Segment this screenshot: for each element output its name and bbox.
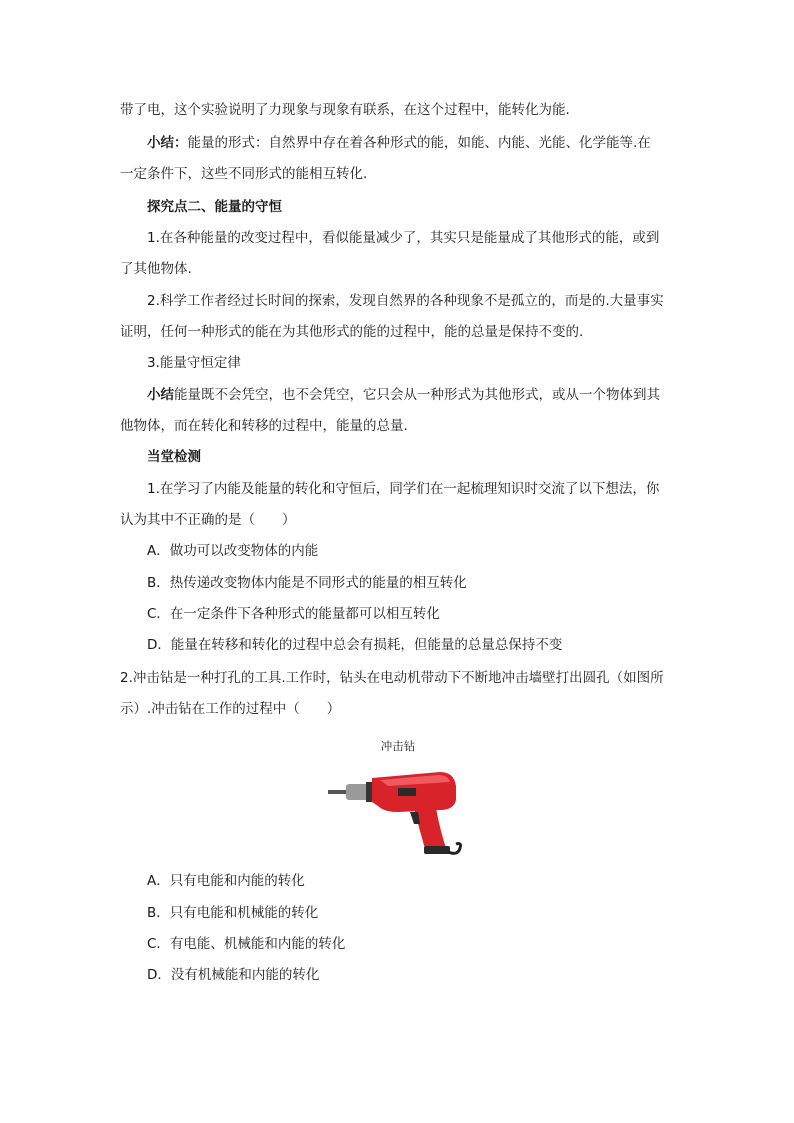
figure-caption: 冲击钻: [380, 739, 416, 753]
text-line: 1.在各种能量的改变过程中，看似能量减少了，其实只是能量成了其他形式的能，或到: [147, 230, 660, 246]
option-c: C．在一定条件下各种形式的能量都可以相互转化: [147, 606, 440, 622]
question-2-text: 示）.冲击钻在工作的过程中（ ）: [120, 701, 341, 717]
summary-label: 小结: [147, 387, 174, 403]
question-1-text: 1.在学习了内能及能量的转化和守恒后，同学们在一起梳理知识时交流了以下想法，你: [147, 481, 660, 497]
drill-handle: [414, 808, 446, 852]
option-c: C．有电能、机械能和内能的转化: [147, 936, 346, 952]
text-line: 证明，任何一种形式的能在为其他形式的能的过程中，能的总量是保持不变的.: [120, 324, 584, 340]
text-line: 了其他物体.: [120, 261, 192, 277]
text-line: 3.能量守恒定律: [147, 355, 241, 371]
option-b: B．只有电能和机械能的转化: [147, 905, 319, 921]
text-line: 能量的形式：自然界中存在着各种形式的能，如能、内能、光能、化学能等.在: [187, 135, 651, 151]
option-b: B．热传递改变物体内能是不同形式的能量的相互转化: [147, 575, 467, 591]
option-d: D．没有机械能和内能的转化: [147, 967, 320, 983]
question-2-text: 2.冲击钻是一种打孔的工具.工作时，钻头在电动机带动下不断地冲击墙壁打出圆孔（如图所: [120, 670, 664, 686]
drill-label-plate: [398, 788, 416, 796]
section-heading: 探究点二、能量的守恒: [147, 199, 282, 215]
question-1-text: 认为其中不正确的是（ ）: [120, 512, 296, 528]
text-line: 2.科学工作者经过长时间的探索，发现自然界的各种现象不是孤立的，而是的.大量事实: [147, 293, 664, 309]
drill-chuck: [346, 784, 368, 800]
option-a: A．只有电能和内能的转化: [147, 873, 305, 889]
text-line: 一定条件下，这些不同形式的能相互转化.: [120, 166, 368, 182]
section-heading: 当堂检测: [147, 449, 201, 465]
drill-figure: [318, 738, 478, 858]
summary-label: 小结：: [147, 135, 188, 151]
option-a: A．做功可以改变物体的内能: [147, 543, 319, 559]
summary-paragraph: [147, 385, 660, 405]
drill-image: [328, 760, 468, 860]
text-line: 他物体，而在转化和转移的过程中，能量的总量.: [120, 418, 408, 434]
drill-handle-base: [424, 846, 450, 854]
option-d: D．能量在转移和转化的过程中总会有损耗，但能量的总量总保持不变: [147, 637, 563, 653]
text-line: 能量既不会凭空，也不会凭空，它只会从一种形式为其他形式，或从一个物体到其: [174, 387, 660, 403]
text-line: 带了电，这个实验说明了力现象与现象有联系，在这个过程中，能转化为能.: [120, 102, 570, 118]
drill-bit: [328, 790, 348, 794]
summary-paragraph: [147, 133, 651, 153]
